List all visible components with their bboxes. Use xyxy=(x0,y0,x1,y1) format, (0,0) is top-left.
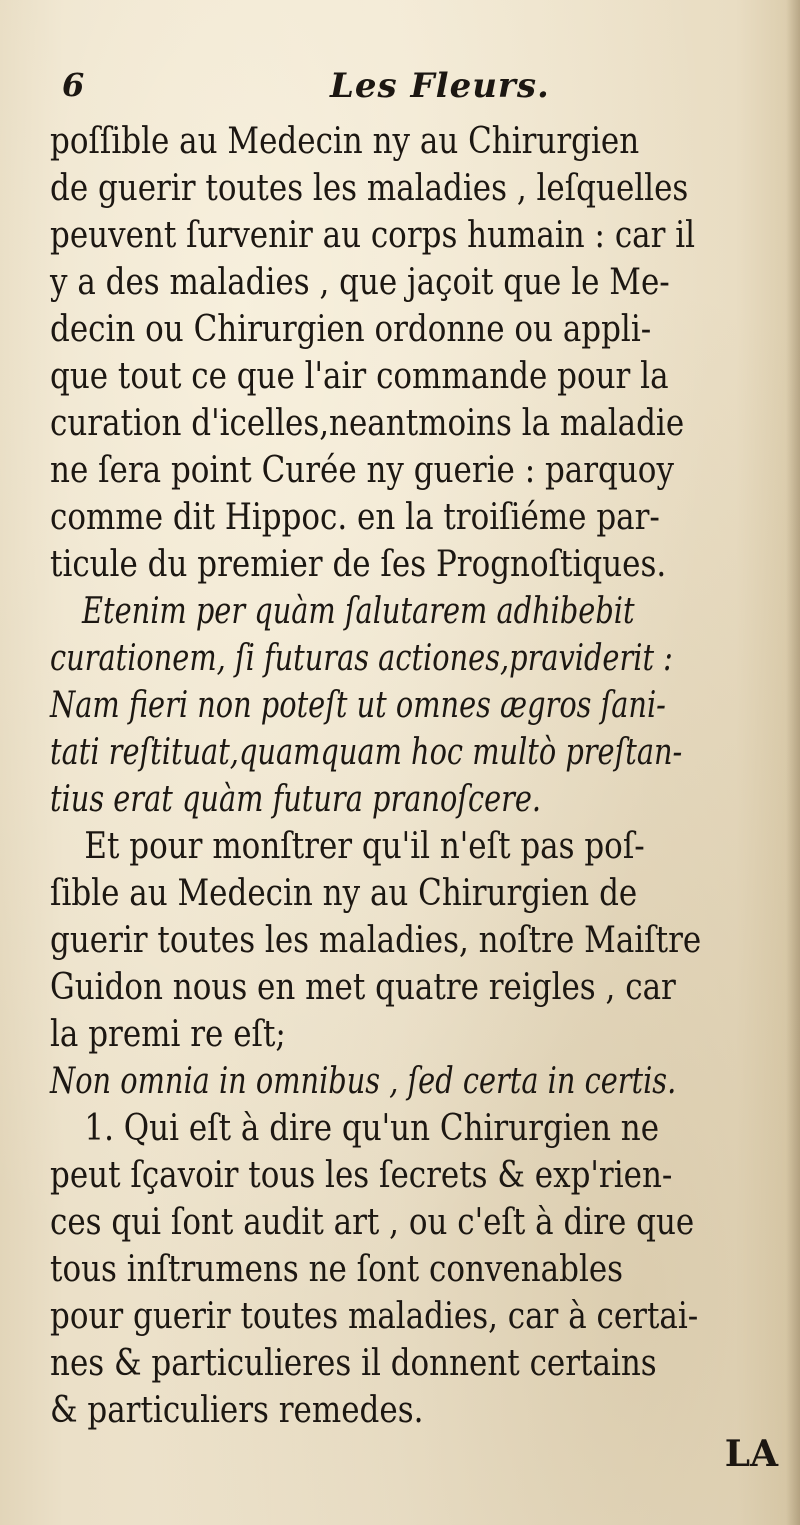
latin-quote-line: Nam fieri non poteſt ut omnes ægros ſani- xyxy=(50,685,666,726)
text-line: la premi re eſt; xyxy=(50,1014,286,1055)
page-header xyxy=(62,66,740,116)
text-line: ſible au Medecin ny au Chirurgien de xyxy=(50,873,638,914)
text-line: tous inſtrumens ne ſont convenables xyxy=(50,1249,624,1290)
text-line: nes & particulieres il donnent certains xyxy=(50,1343,657,1384)
latin-quote-line: tius erat quàm futura pranoſcere. xyxy=(50,779,542,820)
text-line: ne ſera point Curée ny guerie : parquoy xyxy=(50,450,674,491)
text-line: ces qui ſont audit art , ou c'eſt à dire que xyxy=(50,1202,695,1243)
text-line: y a des maladies , que jaçoit que le Me- xyxy=(50,262,670,303)
running-title: Les Fleurs. xyxy=(330,66,550,106)
text-line: guerir toutes les maladies, noſtre Maiſtre xyxy=(50,920,702,961)
text-line: peuvent ſurvenir au corps humain : car il xyxy=(50,215,696,256)
body-text xyxy=(50,118,792,1434)
text-line: curation d'icelles,neantmoins la maladie xyxy=(50,403,685,444)
text-line: comme dit Hippoc. en la troiſiéme par- xyxy=(50,497,660,538)
text-line: 1. Qui eſt à dire qu'un Chirurgien ne xyxy=(84,1108,660,1149)
catchword: LA xyxy=(724,1433,778,1475)
text-line: Et pour monſtrer qu'il n'eſt pas poſ- xyxy=(84,826,645,867)
text-line: poſſible au Medecin ny au Chirurgien xyxy=(50,121,640,162)
latin-quote-line: Etenim per quàm ſalutarem adhibebit xyxy=(82,591,635,632)
page-number: 6 xyxy=(62,66,85,104)
text-line: Guidon nous en met quatre reigles , car xyxy=(50,967,676,1008)
latin-quote-line: curationem, ſi futuras actiones,praviderit : xyxy=(50,638,673,679)
latin-maxim-line: Non omnia in omnibus , ſed certa in certis. xyxy=(50,1061,677,1102)
text-line: de guerir toutes les maladies , leſquelles xyxy=(50,168,689,209)
text-line: decin ou Chirurgien ordonne ou appli- xyxy=(50,309,652,350)
text-line: que tout ce que l'air commande pour la xyxy=(50,356,669,397)
text-line: ticule du premier de ſes Prognoſtiques. xyxy=(50,544,667,585)
text-line: pour guerir toutes maladies, car à certai- xyxy=(50,1296,699,1337)
text-line: peut ſçavoir tous les ſecrets & exp'rien- xyxy=(50,1155,673,1196)
text-line: & particuliers remedes. xyxy=(50,1390,424,1431)
latin-quote-line: tati reſtituat,quamquam hoc multò preſtan- xyxy=(50,732,683,773)
